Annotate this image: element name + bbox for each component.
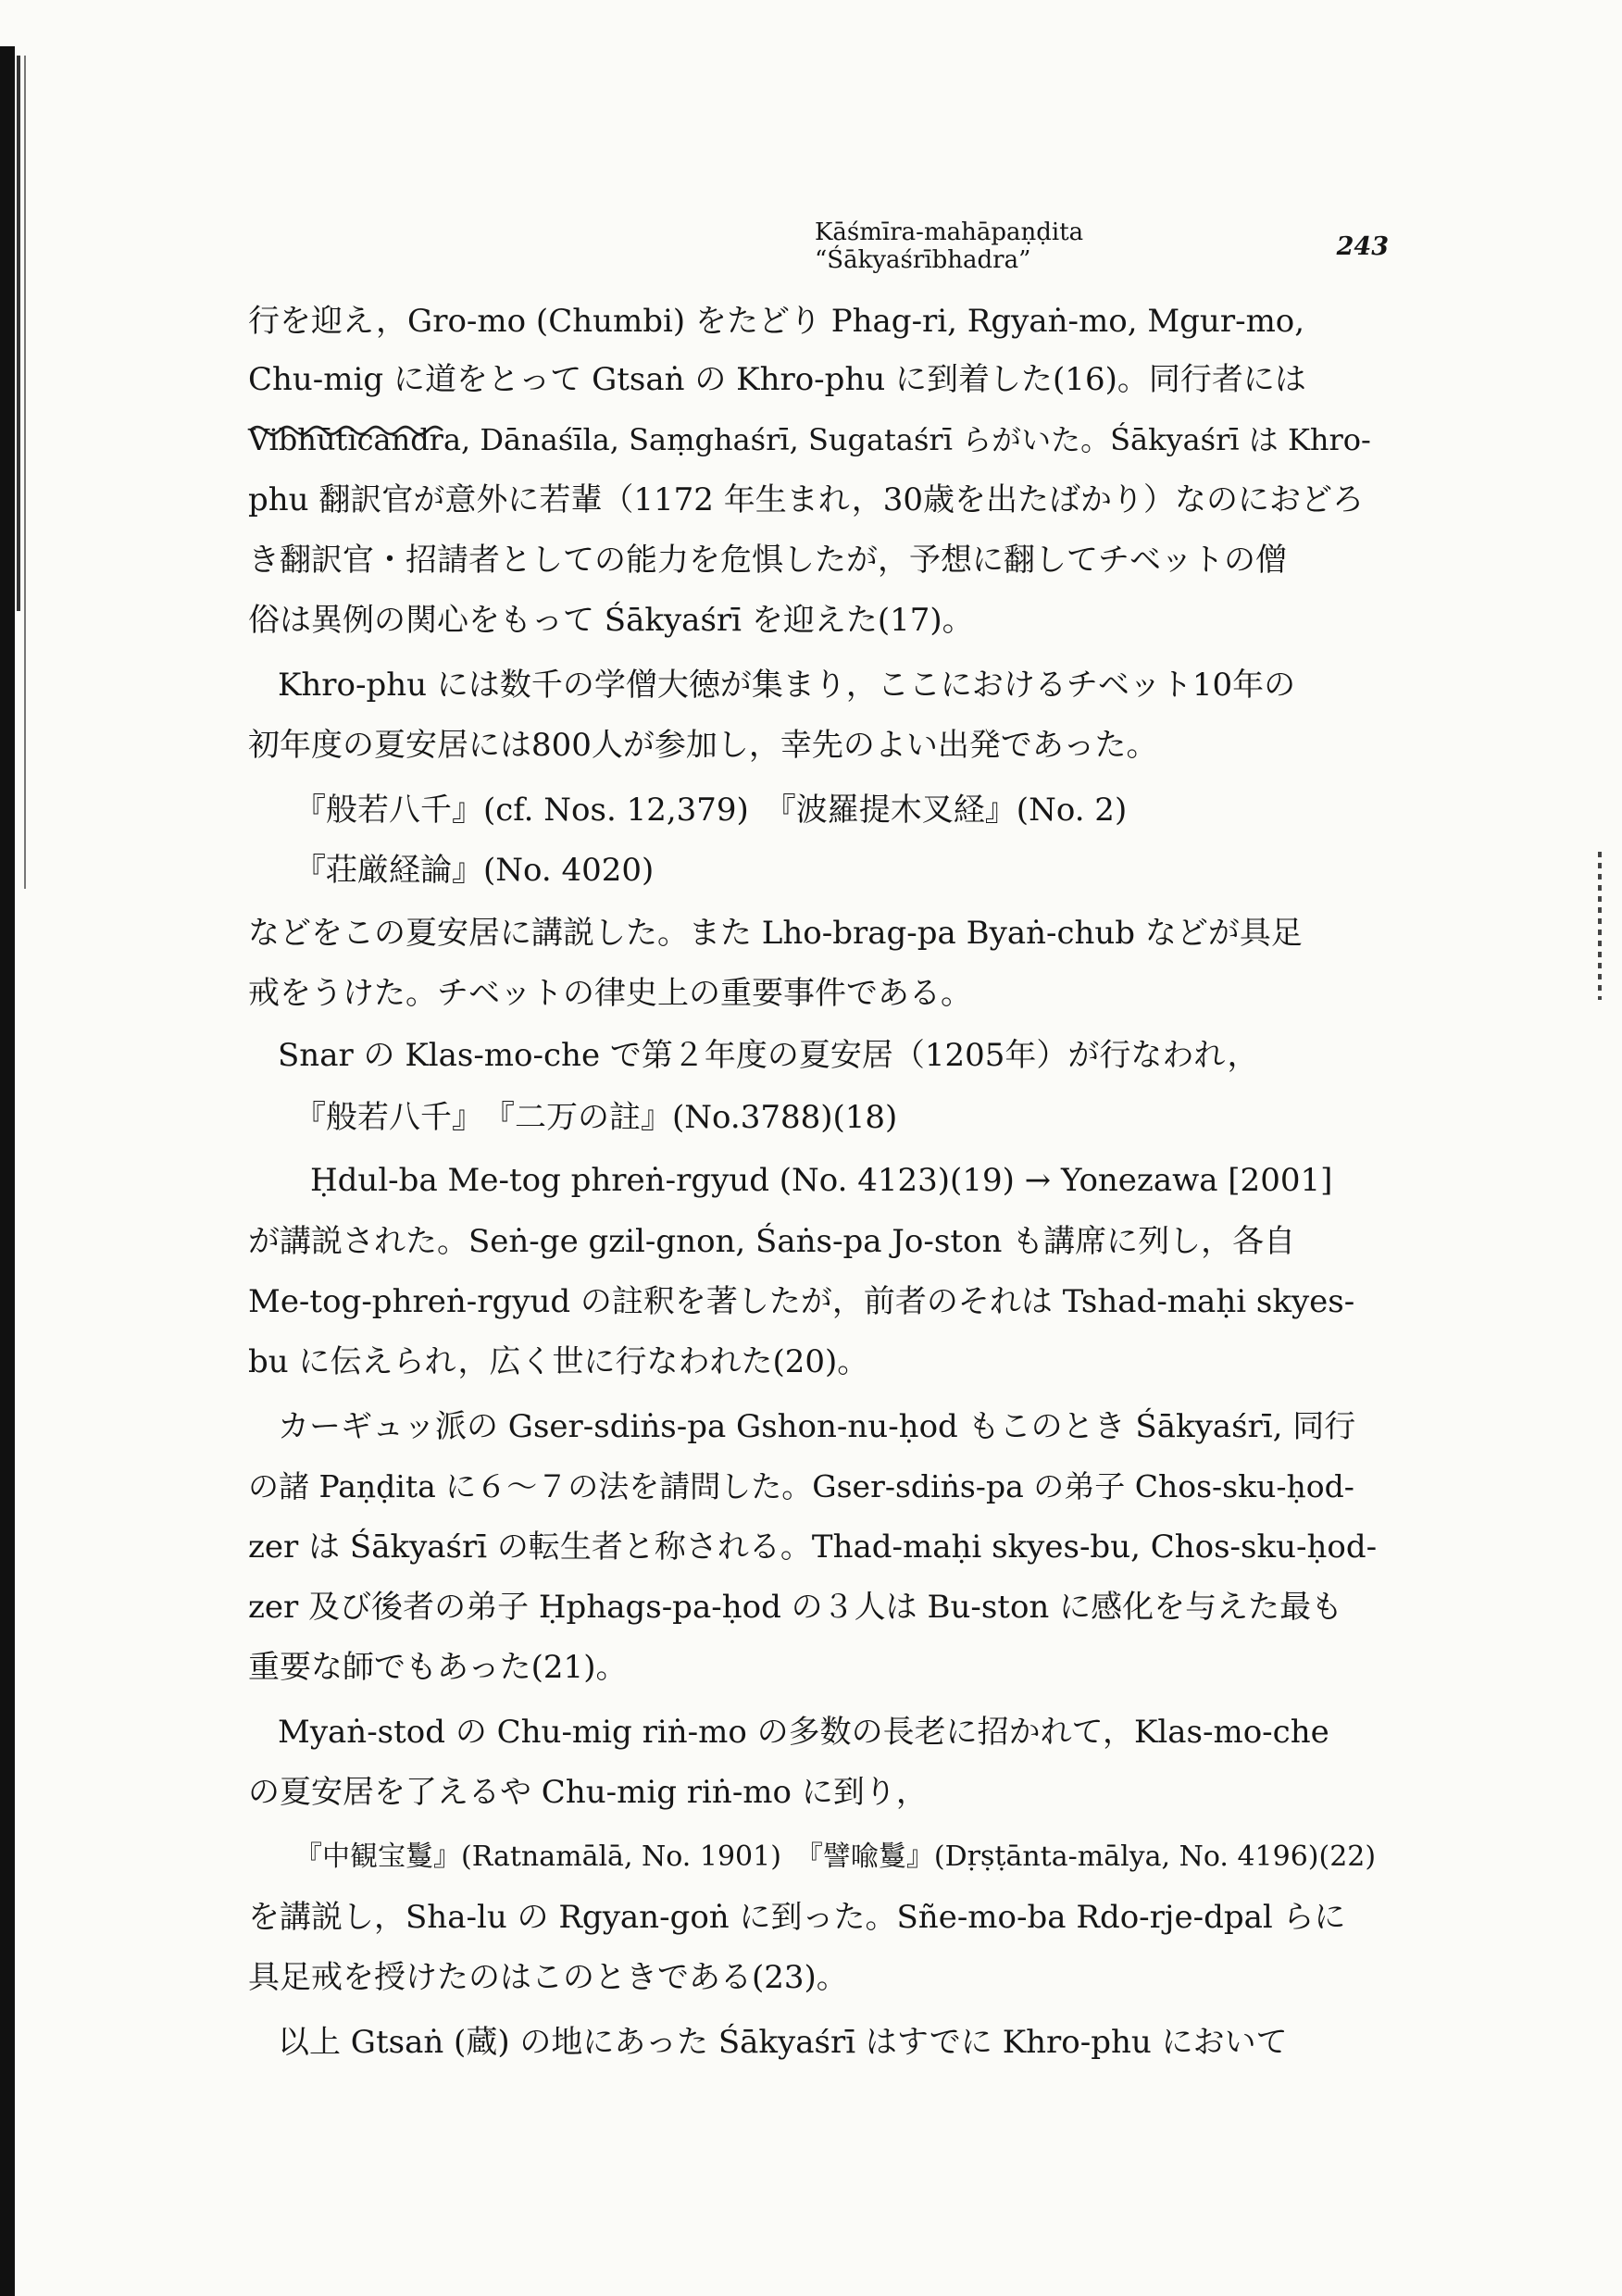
text-line: 初年度の夏安居には800人が参加し，幸先のよい出発であった。 bbox=[248, 727, 1158, 764]
binding-shadow-detail bbox=[17, 56, 20, 611]
text-line: 俗は異例の関心をもって Śākyaśrī を迎えた(17)。 bbox=[248, 602, 974, 639]
text-line: 『般若八千』 『二万の註』(No.3788)(18) bbox=[294, 1099, 898, 1136]
text-line: Myaṅ-stod の Chu-mig riṅ-mo の多数の長老に招かれて，Klas-mo-che bbox=[278, 1714, 1329, 1751]
text-line: Vibhūticandra, Dānaśīla, Saṃghaśrī, Sugataśrī らがいた。Śākyaśrī は Khro- bbox=[248, 422, 1371, 457]
text-line: Ḥdul-ba Me-tog phreṅ-rgyud (No. 4123)(19) → Yonezawa [2001] bbox=[310, 1162, 1333, 1199]
text-line: カーギュッ派の Gser-sdiṅs-pa Gshon-nu-ḥod もこのとき Śākyaśrī, 同行 bbox=[278, 1408, 1356, 1445]
text-line: 戒をうけた。チベットの律史上の重要事件である。 bbox=[248, 975, 972, 1012]
running-title: Kāśmīra-mahāpaṇḍita “Śākyaśrībhadra” bbox=[815, 218, 1084, 274]
text-line: を講説し，Sha-lu の Rgyan-goṅ に到った。Sñe-mo-ba Rdo-rje-dpal らに bbox=[248, 1899, 1346, 1936]
text-line: 行を迎え，Gro-mo (Chumbi) をたどり Phag-ri, Rgyaṅ-mo, Mgur-mo, bbox=[248, 303, 1305, 340]
text-line: 『中観宝鬘』(Ratnamālā, No. 1901) 『譬喩鬘』(Dṛṣṭānta-mālya, No. 4196)(22) bbox=[294, 1841, 1377, 1873]
text-line: が講説された。Seṅ-ge gzil-gnon, Śaṅs-pa Jo-ston も講席に列し，各自 bbox=[248, 1223, 1296, 1260]
page-number: 243 bbox=[1336, 231, 1389, 261]
text-line: の夏安居を了えるや Chu-mig riṅ-mo に到り， bbox=[248, 1774, 928, 1811]
scan-artifact-mark bbox=[1598, 852, 1602, 1000]
text-line: 重要な師でもあった(21)。 bbox=[248, 1649, 628, 1686]
text-line: Chu-mig に道をとって Gtsaṅ の Khro-phu に到着した(16)。同行者には bbox=[248, 361, 1306, 398]
text-line: Me-tog-phreṅ-rgyud の註釈を著したが，前者のそれは Tshad-maḥi skyes- bbox=[248, 1283, 1355, 1320]
binding-shadow bbox=[0, 46, 15, 2296]
text-line: 『般若八千』(cf. Nos. 12,379) 『波羅提木叉経』(No. 2) bbox=[294, 792, 1128, 829]
text-line: Snar の Klas-mo-che で第２年度の夏安居（1205年）が行なわれ， bbox=[278, 1037, 1259, 1074]
text-line: bu に伝えられ，広く世に行なわれた(20)。 bbox=[248, 1343, 869, 1380]
text-line: 『荘厳経論』(No. 4020) bbox=[294, 852, 655, 889]
text-line: き翻訳官・招請者としての能力を危惧したが，予想に翻してチベットの僧 bbox=[248, 542, 1287, 579]
running-header bbox=[815, 218, 1389, 274]
text-line: phu 翻訳官が意外に若輩（1172 年生まれ，30歳を出たばかり）なのにおどろ bbox=[248, 481, 1365, 518]
text-line: zer は Śākyaśrī の転生者と称される。Thad-maḥi skyes-bu, Chos-sku-ḥod- bbox=[248, 1529, 1378, 1566]
text-line: zer 及び後者の弟子 Ḥphags-pa-ḥod の３人は Bu-ston に感化を与えた最も bbox=[248, 1589, 1343, 1626]
binding-shadow-detail-2 bbox=[24, 56, 26, 889]
text-line: 以上 Gtsaṅ (蔵) の地にあった Śākyaśrī はすでに Khro-phu において bbox=[278, 2024, 1288, 2061]
text-line: などをこの夏安居に講説した。また Lho-brag-pa Byaṅ-chub などが具足 bbox=[248, 915, 1303, 952]
text-line: Khro-phu には数千の学僧大徳が集まり，ここにおけるチベット10年の bbox=[278, 667, 1296, 704]
text-line: 具足戒を授けたのはこのときである(23)。 bbox=[248, 1959, 848, 1996]
text-line: の諸 Paṇḍita に６〜７の法を請問した。Gser-sdiṅs-pa の弟子 Chos-sku-ḥod- bbox=[248, 1468, 1354, 1504]
